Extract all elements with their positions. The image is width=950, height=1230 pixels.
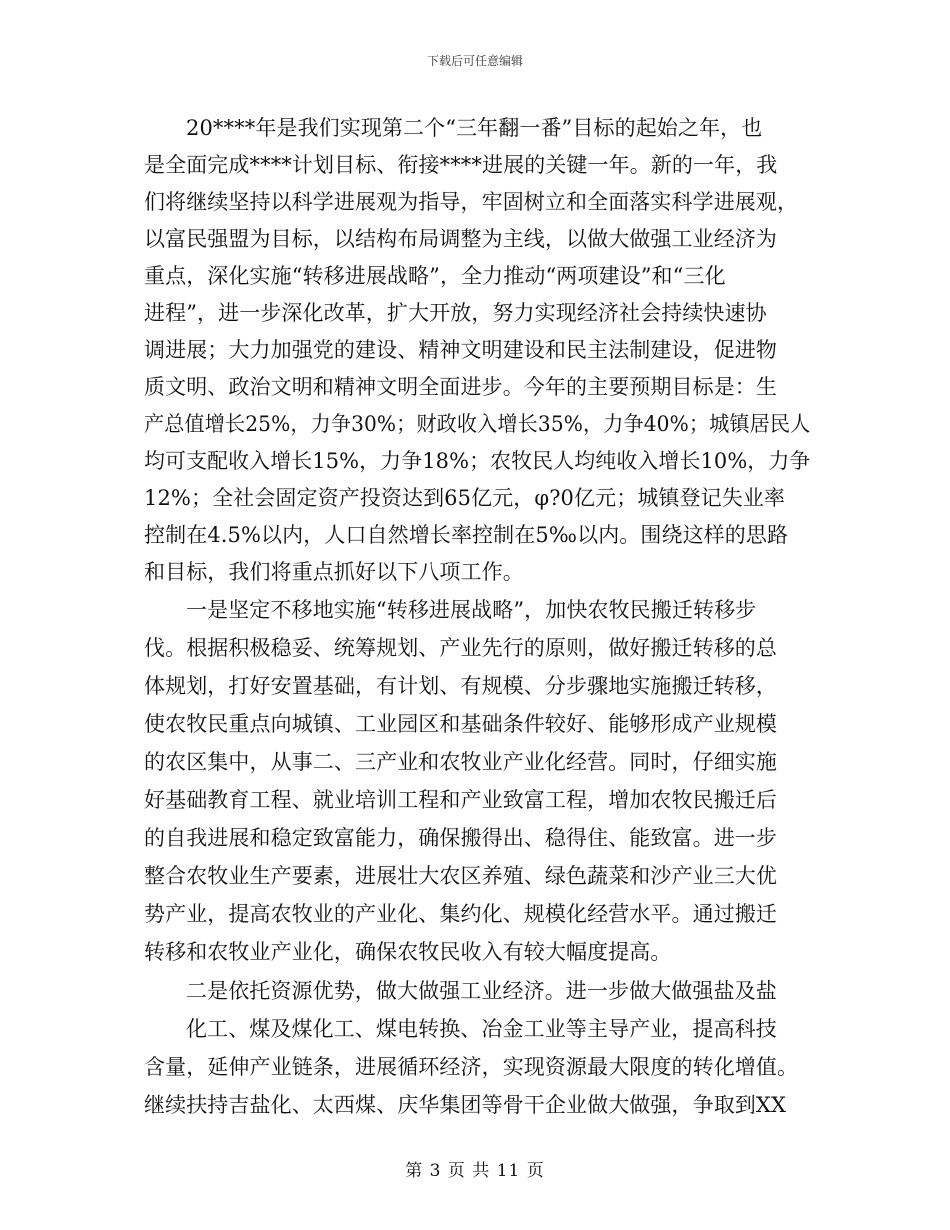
paragraph-line: 12%；全社会固定资产投资达到65亿元，φ?0亿元；城镇登记失业率 — [144, 486, 786, 510]
paragraph-line: 控制在4.5%以内，人口自然增长率控制在5‰以内。围绕这样的思路 — [144, 523, 789, 547]
paragraph-line: 以富民强盟为目标，以结构布局调整为主线，以做大做强工业经济为 — [144, 227, 777, 251]
paragraph-line: 整合农牧业生产要素，进展壮大农区养殖、绿色蔬菜和沙产业三大优 — [144, 864, 777, 888]
paragraph-line: 好基础教育工程、就业培训工程和产业致富工程，增加农牧民搬迁后 — [144, 788, 777, 812]
paragraph-line: 和目标，我们将重点抓好以下八项工作。 — [144, 560, 524, 584]
paragraph-line: 含量，延伸产业链条，进展循环经济，实现资源最大限度的转化增值。 — [144, 1055, 799, 1079]
paragraph-line: 均可支配收入增长15%，力争18%；农牧民人均纯收入增长10%，力争 — [144, 449, 811, 473]
page-number-footer: 第 3 页 共 11 页 — [405, 1161, 545, 1181]
paragraph-line: 的农区集中，从事二、三产业和农牧业产业化经营。同时，仔细实施 — [144, 750, 777, 774]
page-header-note: 下载后可任意编辑 — [426, 54, 523, 68]
paragraph-line: 进程”，进一步深化改革，扩大开放，努力实现经济社会持续快速协 — [144, 301, 767, 325]
paragraph-line: 一是坚定不移地实施“转移进展战略”，加快农牧民搬迁转移步 — [186, 598, 757, 622]
paragraph-line: 转移和农牧业产业化，确保农牧民收入有较大幅度提高。 — [144, 940, 672, 964]
paragraph-line: 化工、煤及煤化工、煤电转换、冶金工业等主导产业，提高科技 — [186, 1017, 777, 1041]
paragraph-line: 产总值增长25%，力争30%；财政收入增长35%，力争40%；城镇居民人 — [144, 412, 811, 436]
paragraph-line: 体规划，打好安置基础，有计划、有规模、分步骤地实施搬迁转移， — [144, 674, 777, 698]
paragraph-line: 20****年是我们实现第二个“三年翻一番”目标的起始之年，也 — [186, 116, 763, 140]
paragraph-line: 伐。根据积极稳妥、统筹规划、产业先行的原则，做好搬迁转移的总 — [144, 636, 777, 660]
paragraph-line: 是全面完成****计划目标、衔接****进展的关键一年。新的一年，我 — [144, 153, 778, 177]
paragraph-line: 继续扶持吉盐化、太西煤、庆华集团等骨干企业做大做强，争取到XX — [144, 1093, 786, 1117]
paragraph-line: 的自我进展和稳定致富能力，确保搬得出、稳得住、能致富。进一步 — [144, 826, 777, 850]
paragraph-line: 调进展；大力加强党的建设、精神文明建设和民主法制建设，促进物 — [144, 338, 777, 362]
paragraph-line: 二是依托资源优势，做大做强工业经济。进一步做大做强盐及盐 — [186, 979, 777, 1003]
paragraph-line: 重点，深化实施“转移进展战略”，全力推动“两项建设”和“三化 — [144, 264, 726, 288]
paragraph-line: 们将继续坚持以科学进展观为指导，牢固树立和全面落实科学进展观， — [144, 190, 799, 214]
paragraph-line: 质文明、政治文明和精神文明全面进步。今年的主要预期目标是：生 — [144, 375, 777, 399]
paragraph-line: 使农牧民重点向城镇、工业园区和基础条件较好、能够形成产业规模 — [144, 712, 777, 736]
paragraph-line: 势产业，提高农牧业的产业化、集约化、规模化经营水平。通过搬迁 — [144, 902, 777, 926]
